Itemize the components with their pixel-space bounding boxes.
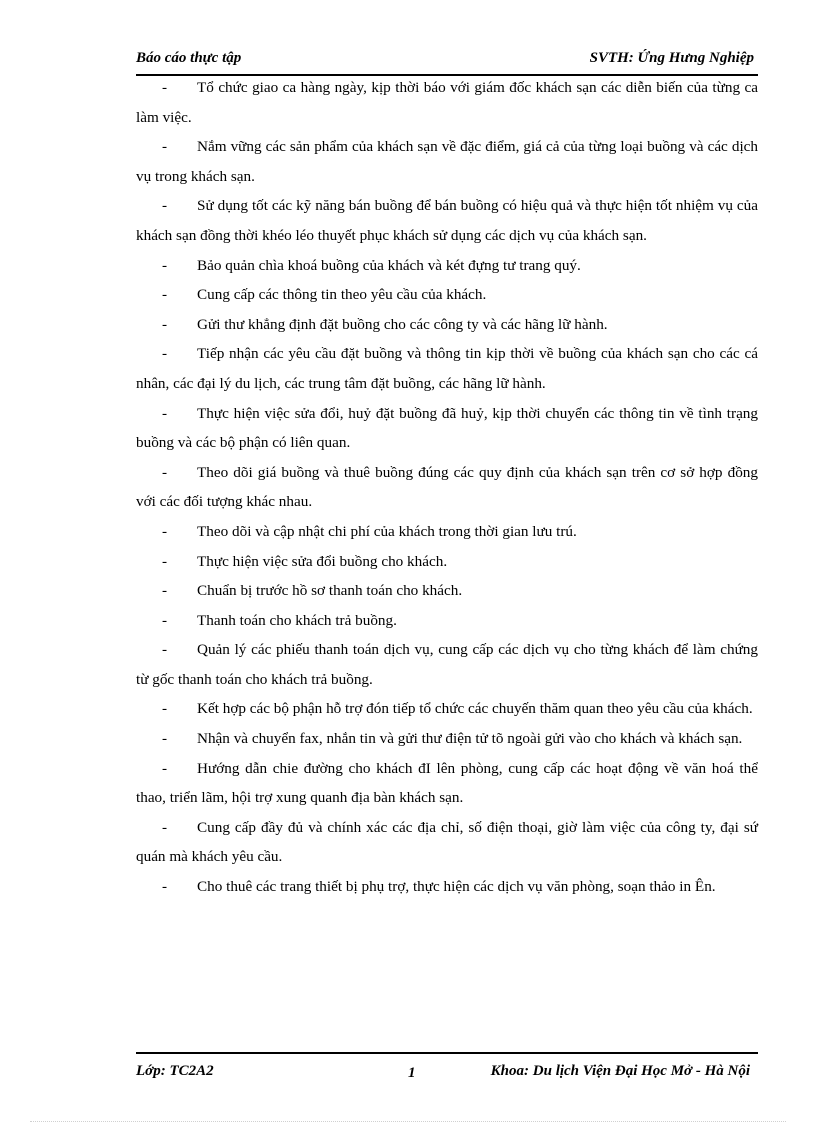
list-item-text: Cung cấp đầy đủ và chính xác các địa chỉ, số điện thoại, giờ làm việc của công ty, đại sứ quán mà khách yêu cầu. <box>136 818 758 866</box>
list-item-text: Nắm vững các sản phẩm của khách sạn về đặc điểm, giá cả của từng loại buồng và các dịch vụ trong khách sạn. <box>136 138 758 185</box>
list-item-text: Chuẩn bị trước hồ sơ thanh toán cho khách. <box>197 582 463 600</box>
list-item-text: Kết hợp các bộ phận hỗ trợ đón tiếp tổ chức các chuyến thăm quan theo yêu cầu của khách. <box>197 700 753 718</box>
bullet-dash: - <box>162 197 168 215</box>
list-item <box>136 280 758 310</box>
bullet-dash: - <box>162 759 168 777</box>
list-item <box>136 458 758 517</box>
list-item <box>136 339 758 398</box>
bullet-dash: - <box>162 582 168 600</box>
list-item <box>136 754 758 813</box>
bullet-dash: - <box>162 878 168 896</box>
bullet-dash: - <box>162 256 168 274</box>
header-report-title: Báo cáo thực tập <box>136 50 242 66</box>
list-item <box>136 73 758 132</box>
bullet-dash: - <box>162 345 168 363</box>
bullet-dash: - <box>162 641 168 659</box>
list-item <box>136 635 758 694</box>
header-student-name: SVTH: Ứng Hưng Nghiệp <box>589 50 754 66</box>
list-item <box>136 399 758 458</box>
list-item-text: Tiếp nhận các yêu cầu đặt buồng và thông tin kịp thời về buồng của khách sạn cho các cá nhân, các đại lý du lịch, các trung tâm đặt buồng, các hãng lữ hành. <box>136 345 758 392</box>
list-item <box>136 547 758 577</box>
footer-class: Lớp: TC2A2 <box>136 1063 214 1079</box>
list-item <box>136 251 758 281</box>
list-item <box>136 191 758 250</box>
bullet-dash: - <box>162 611 168 629</box>
list-item-text: Theo dõi và cập nhật chi phí của khách trong thời gian lưu trú. <box>197 522 577 540</box>
footer-faculty: Khoa: Du lịch Viện Đại Học Mở - Hà Nội <box>490 1063 750 1079</box>
list-item-text: Nhận và chuyển fax, nhắn tin và gửi thư điện tử tõ ngoài gửi vào cho khách và khách sạn. <box>197 730 743 748</box>
list-item-text: Quản lý các phiếu thanh toán dịch vụ, cung cấp các dịch vụ cho từng khách để làm chứng từ gốc thanh toán cho khách trả buồng. <box>136 641 758 688</box>
list-item-text: Gửi thư khẳng định đặt buồng cho các công ty và các hãng lữ hành. <box>197 315 608 333</box>
bullet-dash: - <box>162 315 168 333</box>
list-item-text: Bảo quản chìa khoá buồng của khách và két đựng tư trang quý. <box>197 256 581 274</box>
list-item-text: Hướng dẫn chie đường cho khách đI lên phòng, cung cấp các hoạt động về văn hoá thể thao, triển lãm, hội trợ xung quanh địa bàn khách sạn. <box>136 759 758 807</box>
list-item <box>136 813 758 872</box>
bullet-dash: - <box>162 552 168 570</box>
list-item <box>136 694 758 724</box>
page-edge-divider <box>30 1121 786 1122</box>
document-body <box>136 73 758 902</box>
page-header <box>136 46 758 76</box>
bullet-dash: - <box>162 522 168 540</box>
bullet-dash: - <box>162 138 168 156</box>
list-item <box>136 724 758 754</box>
bullet-dash: - <box>162 463 168 481</box>
list-item <box>136 606 758 636</box>
bullet-dash: - <box>162 404 168 422</box>
bullet-dash: - <box>162 79 168 96</box>
list-item-text: Sử dụng tốt các kỹ năng bán buồng để bán buồng có hiệu quả và thực hiện tốt nhiệm vụ của khách sạn đồng thời khéo léo thuyết phục khách sử dụng các dịch vụ của khách sạn. <box>136 197 758 244</box>
list-item <box>136 872 758 902</box>
list-item-text: Tổ chức giao ca hàng ngày, kịp thời báo với giám đốc khách sạn các diễn biến của từng ca làm việc. <box>136 79 758 126</box>
list-item-text: Thanh toán cho khách trả buồng. <box>197 611 397 629</box>
bullet-dash: - <box>162 818 168 836</box>
bullet-dash: - <box>162 730 168 748</box>
list-item <box>136 310 758 340</box>
list-item <box>136 132 758 191</box>
list-item-text: Thực hiện việc sửa đổi buồng cho khách. <box>197 552 448 570</box>
list-item-text: Cung cấp các thông tin theo yêu cầu của khách. <box>197 286 487 304</box>
list-item-text: Thực hiện việc sửa đổi, huỷ đặt buồng đã huỷ, kịp thời chuyển các thông tin về tình trạng buồng và các bộ phận có liên quan. <box>136 404 758 452</box>
list-item-text: Cho thuê các trang thiết bị phụ trợ, thực hiện các dịch vụ văn phòng, soạn thảo in Ên. <box>197 878 716 896</box>
list-item <box>136 576 758 606</box>
bullet-dash: - <box>162 700 168 718</box>
bullet-dash: - <box>162 286 168 304</box>
page-number: 1 <box>408 1065 416 1081</box>
list-item-text: Theo dõi giá buồng và thuê buồng đúng các quy định của khách sạn trên cơ sở hợp đồng với các đối tượng khác nhau. <box>136 463 758 511</box>
page-footer <box>136 1052 758 1084</box>
list-item <box>136 517 758 547</box>
